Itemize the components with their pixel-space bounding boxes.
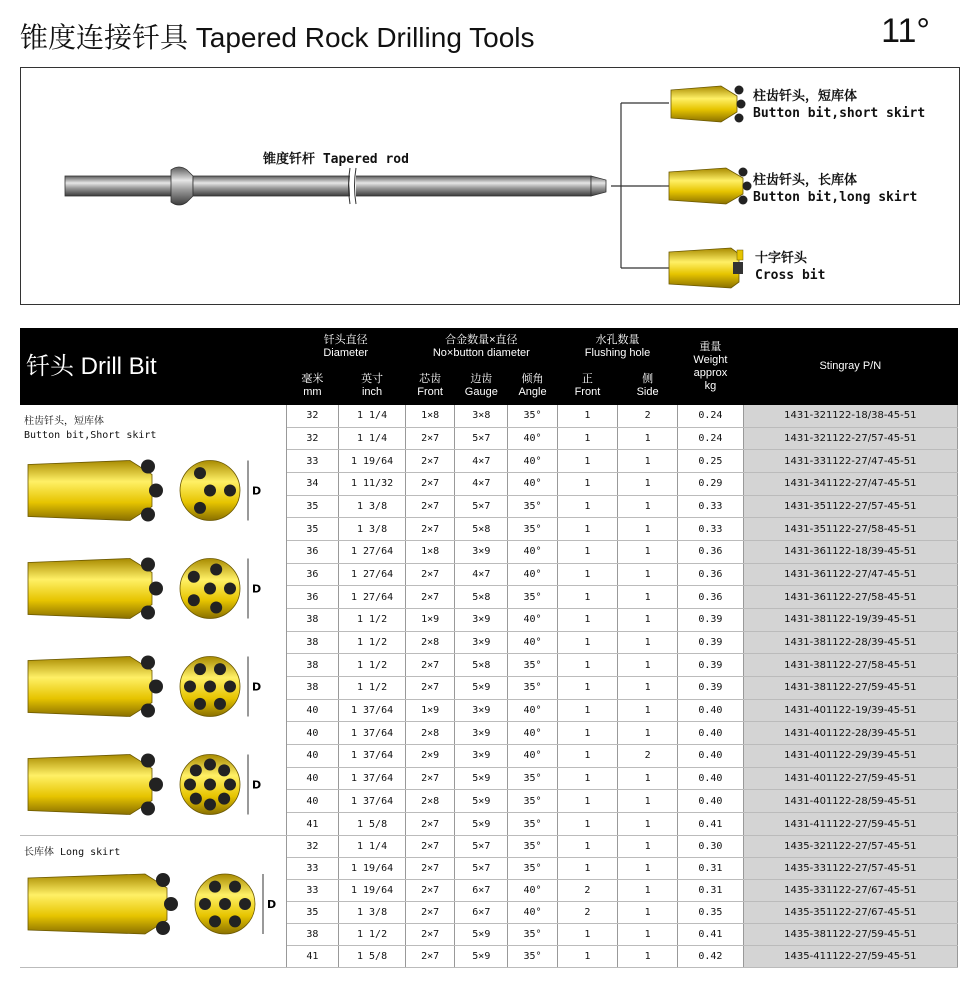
cell-front: 2×7 <box>405 858 455 880</box>
cell-gauge: 5×7 <box>455 858 508 880</box>
cell-inch: 1 3/8 <box>339 518 406 541</box>
short-skirt-bit-en: Button bit,short skirt <box>753 106 926 121</box>
cell-part-number: 1431-351122-27/58-45-51 <box>743 518 957 541</box>
connector-lines <box>611 103 669 268</box>
cell-inch: 1 37/64 <box>339 699 406 722</box>
cross-bit-image <box>669 248 743 288</box>
cell-angle: 35° <box>508 518 558 541</box>
cell-weight: 0.40 <box>678 767 743 790</box>
cell-angle: 35° <box>508 495 558 518</box>
cell-flush-front: 1 <box>557 563 617 586</box>
short-skirt-group-label <box>20 405 286 443</box>
cell-flush-front: 1 <box>557 813 617 836</box>
cell-inch: 1 5/8 <box>339 813 406 836</box>
cell-mm: 34 <box>286 473 339 496</box>
cell-flush-side: 1 <box>618 677 678 700</box>
cell-angle: 40° <box>508 631 558 654</box>
cell-weight: 0.31 <box>678 880 743 902</box>
cell-angle: 35° <box>508 924 558 946</box>
page-title: 锥度连接钎具 Tapered Rock Drilling Tools <box>20 22 535 53</box>
cell-mm: 36 <box>286 541 339 564</box>
cell-front: 2×7 <box>405 924 455 946</box>
cell-front: 2×7 <box>405 880 455 902</box>
cell-angle: 40° <box>508 880 558 902</box>
cell-flush-front: 2 <box>557 880 617 902</box>
cell-part-number: 1431-361122-27/58-45-51 <box>743 586 957 609</box>
svg-text:D: D <box>252 778 262 792</box>
taper-angle: 11° <box>881 12 930 50</box>
svg-text:D: D <box>252 680 262 694</box>
cell-inch: 1 37/64 <box>339 767 406 790</box>
cell-angle: 40° <box>508 745 558 768</box>
cell-weight: 0.41 <box>678 813 743 836</box>
cell-weight: 0.40 <box>678 790 743 813</box>
cell-gauge: 5×8 <box>455 518 508 541</box>
short-skirt-bit-image <box>671 86 746 123</box>
long-skirt-bit-image <box>669 168 752 205</box>
cell-mm: 40 <box>286 699 339 722</box>
cell-inch: 1 1/2 <box>339 677 406 700</box>
cell-flush-front: 1 <box>557 699 617 722</box>
cell-inch: 1 37/64 <box>339 790 406 813</box>
cell-front: 2×7 <box>405 767 455 790</box>
cell-angle: 40° <box>508 699 558 722</box>
cell-part-number: 1431-361122-18/39-45-51 <box>743 541 957 564</box>
cell-weight: 0.30 <box>678 836 743 858</box>
cell-flush-front: 1 <box>557 722 617 745</box>
cell-mm: 35 <box>286 495 339 518</box>
cell-inch: 1 1/4 <box>339 836 406 858</box>
cell-flush-side: 1 <box>618 450 678 473</box>
cell-flush-side: 1 <box>618 924 678 946</box>
cell-front: 2×7 <box>405 902 455 924</box>
cell-front: 2×7 <box>405 450 455 473</box>
cell-gauge: 6×7 <box>455 880 508 902</box>
cell-weight: 0.33 <box>678 518 743 541</box>
cell-mm: 40 <box>286 745 339 768</box>
header-diameter: 钎头直径 Diameter <box>286 328 405 366</box>
cell-inch: 1 3/8 <box>339 902 406 924</box>
cell-weight: 0.36 <box>678 563 743 586</box>
cell-weight: 0.41 <box>678 924 743 946</box>
cell-inch: 1 27/64 <box>339 563 406 586</box>
svg-text:D: D <box>252 484 262 498</box>
cell-inch: 1 1/2 <box>339 654 406 677</box>
cell-part-number: 1431-331122-27/47-45-51 <box>743 450 957 473</box>
cell-part-number: 1431-341122-27/47-45-51 <box>743 473 957 496</box>
long-skirt-bit-label <box>753 172 917 206</box>
cell-gauge: 3×9 <box>455 541 508 564</box>
cell-weight: 0.24 <box>678 427 743 450</box>
cell-front: 2×7 <box>405 677 455 700</box>
cell-inch: 1 27/64 <box>339 541 406 564</box>
cell-part-number: 1431-321122-27/57-45-51 <box>743 427 957 450</box>
cell-flush-side: 1 <box>618 473 678 496</box>
cell-angle: 40° <box>508 902 558 924</box>
cell-front: 1×8 <box>405 405 455 427</box>
cell-flush-front: 1 <box>557 586 617 609</box>
cell-gauge: 3×9 <box>455 631 508 654</box>
cell-inch: 1 1/4 <box>339 405 406 427</box>
cell-part-number: 1431-401122-28/59-45-51 <box>743 790 957 813</box>
cell-weight: 0.24 <box>678 405 743 427</box>
cell-flush-side: 1 <box>618 541 678 564</box>
cell-weight: 0.36 <box>678 541 743 564</box>
cell-mm: 36 <box>286 563 339 586</box>
cell-flush-front: 1 <box>557 767 617 790</box>
bit-illustration <box>20 541 270 636</box>
cell-part-number: 1435-351122-27/67-45-51 <box>743 902 957 924</box>
cell-front: 2×7 <box>405 586 455 609</box>
tool-diagram <box>20 67 960 305</box>
cell-angle: 35° <box>508 858 558 880</box>
cell-part-number: 1435-331122-27/67-45-51 <box>743 880 957 902</box>
cell-flush-front: 1 <box>557 790 617 813</box>
table-row <box>20 405 958 427</box>
cell-weight: 0.39 <box>678 654 743 677</box>
cell-gauge: 3×9 <box>455 745 508 768</box>
cell-weight: 0.29 <box>678 473 743 496</box>
cell-front: 2×7 <box>405 518 455 541</box>
cell-flush-front: 1 <box>557 946 617 968</box>
cell-flush-side: 1 <box>618 563 678 586</box>
cell-mm: 41 <box>286 813 339 836</box>
cell-flush-side: 1 <box>618 722 678 745</box>
cell-flush-front: 1 <box>557 541 617 564</box>
cell-mm: 41 <box>286 946 339 968</box>
cell-gauge: 3×9 <box>455 722 508 745</box>
cell-part-number: 1431-351122-27/57-45-51 <box>743 495 957 518</box>
cell-part-number: 1431-381122-27/59-45-51 <box>743 677 957 700</box>
cell-part-number: 1435-321122-27/57-45-51 <box>743 836 957 858</box>
cell-front: 2×7 <box>405 563 455 586</box>
cell-mm: 32 <box>286 836 339 858</box>
cell-front: 2×8 <box>405 631 455 654</box>
cell-angle: 35° <box>508 654 558 677</box>
cell-flush-side: 1 <box>618 631 678 654</box>
cell-gauge: 5×8 <box>455 586 508 609</box>
long-skirt-bit-en: Button bit,long skirt <box>753 190 918 205</box>
cell-gauge: 5×9 <box>455 924 508 946</box>
cell-part-number: 1431-401122-27/59-45-51 <box>743 767 957 790</box>
cell-front: 2×7 <box>405 813 455 836</box>
cell-flush-side: 1 <box>618 609 678 632</box>
cell-mm: 38 <box>286 924 339 946</box>
cell-angle: 35° <box>508 813 558 836</box>
cross-bit-en: Cross bit <box>755 268 826 283</box>
cell-inch: 1 19/64 <box>339 450 406 473</box>
cell-flush-side: 1 <box>618 946 678 968</box>
header-gauge: 边齿 Gauge <box>455 366 508 405</box>
cell-angle: 35° <box>508 767 558 790</box>
cell-angle: 35° <box>508 677 558 700</box>
cell-flush-side: 2 <box>618 405 678 427</box>
cell-gauge: 5×8 <box>455 654 508 677</box>
cell-part-number: 1431-401122-28/39-45-51 <box>743 722 957 745</box>
cell-front: 2×7 <box>405 495 455 518</box>
cell-part-number: 1431-381122-27/58-45-51 <box>743 654 957 677</box>
cell-gauge: 4×7 <box>455 563 508 586</box>
cell-part-number: 1435-381122-27/59-45-51 <box>743 924 957 946</box>
cell-part-number: 1435-411122-27/59-45-51 <box>743 946 957 968</box>
cell-flush-front: 1 <box>557 858 617 880</box>
cell-front: 2×8 <box>405 722 455 745</box>
cell-flush-front: 1 <box>557 609 617 632</box>
cell-mm: 32 <box>286 405 339 427</box>
cell-front: 1×9 <box>405 699 455 722</box>
cell-angle: 35° <box>508 790 558 813</box>
cell-front: 2×7 <box>405 427 455 450</box>
cell-flush-front: 1 <box>557 450 617 473</box>
cell-flush-front: 1 <box>557 677 617 700</box>
cell-angle: 40° <box>508 609 558 632</box>
cell-mm: 36 <box>286 586 339 609</box>
header-flush-side: 侧 Side <box>618 366 678 405</box>
cell-flush-side: 1 <box>618 586 678 609</box>
cell-weight: 0.39 <box>678 677 743 700</box>
bit-illustration <box>20 443 270 538</box>
table-title: 钎头 Drill Bit <box>20 328 286 405</box>
cell-part-number: 1431-411122-27/59-45-51 <box>743 813 957 836</box>
bit-illustration <box>20 639 270 734</box>
cell-weight: 0.33 <box>678 495 743 518</box>
cell-flush-front: 1 <box>557 473 617 496</box>
cell-angle: 35° <box>508 946 558 968</box>
cell-inch: 1 37/64 <box>339 745 406 768</box>
cell-angle: 40° <box>508 473 558 496</box>
cell-flush-side: 1 <box>618 767 678 790</box>
header-weight: 重量 Weight approx kg <box>678 328 743 405</box>
cell-flush-front: 1 <box>557 405 617 427</box>
cell-inch: 1 5/8 <box>339 946 406 968</box>
cell-front: 2×7 <box>405 836 455 858</box>
header-mm: 毫米 mm <box>286 366 339 405</box>
cell-front: 2×7 <box>405 654 455 677</box>
cell-flush-front: 1 <box>557 924 617 946</box>
cell-angle: 35° <box>508 836 558 858</box>
cell-front: 1×8 <box>405 541 455 564</box>
cell-flush-front: 2 <box>557 902 617 924</box>
short-skirt-rows <box>20 405 958 836</box>
cell-mm: 33 <box>286 880 339 902</box>
short-skirt-bit-label <box>753 88 925 122</box>
long-skirt-bit-cn: 柱齿钎头，长库体 <box>753 173 858 188</box>
svg-text:D: D <box>252 582 262 596</box>
cell-flush-side: 1 <box>618 858 678 880</box>
short-skirt-label-cn: 柱齿钎头，短库体 <box>24 416 104 427</box>
cell-weight: 0.40 <box>678 699 743 722</box>
header-buttons: 合金数量×直径 No×button diameter <box>405 328 557 366</box>
cell-flush-side: 1 <box>618 427 678 450</box>
cell-inch: 1 37/64 <box>339 722 406 745</box>
cell-flush-side: 1 <box>618 699 678 722</box>
cell-flush-front: 1 <box>557 427 617 450</box>
cell-weight: 0.35 <box>678 902 743 924</box>
long-skirt-rows <box>20 836 958 968</box>
cell-front: 2×7 <box>405 473 455 496</box>
cell-inch: 1 1/2 <box>339 924 406 946</box>
header-front: 芯齿 Front <box>405 366 455 405</box>
long-skirt-group-label <box>20 836 286 860</box>
cell-gauge: 4×7 <box>455 473 508 496</box>
cell-flush-side: 1 <box>618 654 678 677</box>
cell-part-number: 1431-361122-27/47-45-51 <box>743 563 957 586</box>
table-row <box>20 836 958 858</box>
cell-gauge: 5×9 <box>455 946 508 968</box>
cell-weight: 0.36 <box>678 586 743 609</box>
cell-gauge: 5×9 <box>455 790 508 813</box>
header-flushing: 水孔数量 Flushing hole <box>557 328 677 366</box>
long-skirt-label: 长库体 Long skirt <box>24 847 121 858</box>
cell-mm: 38 <box>286 677 339 700</box>
cell-gauge: 5×7 <box>455 495 508 518</box>
cell-gauge: 6×7 <box>455 902 508 924</box>
cell-angle: 40° <box>508 427 558 450</box>
cell-part-number: 1435-331122-27/57-45-51 <box>743 858 957 880</box>
cell-gauge: 5×7 <box>455 427 508 450</box>
bit-illustration <box>20 860 277 948</box>
cell-angle: 35° <box>508 586 558 609</box>
cell-weight: 0.42 <box>678 946 743 968</box>
cell-flush-front: 1 <box>557 518 617 541</box>
cell-flush-front: 1 <box>557 654 617 677</box>
cell-mm: 35 <box>286 518 339 541</box>
cell-weight: 0.40 <box>678 722 743 745</box>
bit-group-cell <box>20 836 286 968</box>
cell-flush-side: 1 <box>618 836 678 858</box>
cell-mm: 38 <box>286 609 339 632</box>
svg-text:D: D <box>267 898 277 911</box>
cell-angle: 40° <box>508 541 558 564</box>
cell-weight: 0.31 <box>678 858 743 880</box>
cell-mm: 33 <box>286 450 339 473</box>
cell-inch: 1 19/64 <box>339 880 406 902</box>
cell-part-number: 1431-401122-19/39-45-51 <box>743 699 957 722</box>
cell-mm: 35 <box>286 902 339 924</box>
cell-angle: 35° <box>508 405 558 427</box>
cell-front: 2×8 <box>405 790 455 813</box>
cell-front: 2×9 <box>405 745 455 768</box>
header-angle: 倾角 Angle <box>508 366 558 405</box>
short-skirt-bit-cn: 柱齿钎头，短库体 <box>753 89 858 104</box>
drill-bit-spec-table <box>20 328 958 968</box>
header-flush-front: 正 Front <box>557 366 617 405</box>
cell-inch: 1 27/64 <box>339 586 406 609</box>
tapered-rod <box>65 167 606 205</box>
cell-part-number: 1431-401122-29/39-45-51 <box>743 745 957 768</box>
cell-angle: 40° <box>508 722 558 745</box>
cell-inch: 1 3/8 <box>339 495 406 518</box>
cell-inch: 1 19/64 <box>339 858 406 880</box>
header-part-number: Stingray P/N <box>743 328 957 405</box>
cell-mm: 38 <box>286 654 339 677</box>
bit-illustration <box>20 737 270 832</box>
cell-gauge: 4×7 <box>455 450 508 473</box>
cross-bit-cn: 十字钎头 <box>755 251 808 266</box>
cell-mm: 33 <box>286 858 339 880</box>
cell-angle: 40° <box>508 563 558 586</box>
cell-part-number: 1431-381122-19/39-45-51 <box>743 609 957 632</box>
cell-weight: 0.39 <box>678 631 743 654</box>
cell-gauge: 5×9 <box>455 677 508 700</box>
cell-inch: 1 1/2 <box>339 631 406 654</box>
cell-front: 1×9 <box>405 609 455 632</box>
cell-flush-front: 1 <box>557 495 617 518</box>
cell-flush-side: 1 <box>618 902 678 924</box>
cell-flush-front: 1 <box>557 836 617 858</box>
cell-flush-side: 1 <box>618 790 678 813</box>
cell-gauge: 3×9 <box>455 699 508 722</box>
cell-gauge: 5×9 <box>455 767 508 790</box>
cell-mm: 38 <box>286 631 339 654</box>
cell-part-number: 1431-381122-28/39-45-51 <box>743 631 957 654</box>
cell-weight: 0.40 <box>678 745 743 768</box>
cell-gauge: 3×8 <box>455 405 508 427</box>
cell-mm: 40 <box>286 722 339 745</box>
header-inch: 英寸 inch <box>339 366 406 405</box>
cell-flush-side: 2 <box>618 745 678 768</box>
cell-flush-side: 1 <box>618 518 678 541</box>
cell-gauge: 5×7 <box>455 836 508 858</box>
cell-inch: 1 1/4 <box>339 427 406 450</box>
cell-flush-front: 1 <box>557 745 617 768</box>
cell-front: 2×7 <box>405 946 455 968</box>
cell-weight: 0.25 <box>678 450 743 473</box>
cell-mm: 32 <box>286 427 339 450</box>
cell-mm: 40 <box>286 767 339 790</box>
bit-group-cell <box>20 405 286 836</box>
cross-bit-label <box>755 250 825 284</box>
cell-flush-side: 1 <box>618 813 678 836</box>
cell-part-number: 1431-321122-18/38-45-51 <box>743 405 957 427</box>
cell-flush-side: 1 <box>618 495 678 518</box>
cell-flush-side: 1 <box>618 880 678 902</box>
short-skirt-label-en: Button bit,Short skirt <box>24 430 157 441</box>
cell-gauge: 3×9 <box>455 609 508 632</box>
cell-angle: 40° <box>508 450 558 473</box>
tapered-rod-label: 锥度钎杆 Tapered rod <box>263 152 409 167</box>
cell-inch: 1 11/32 <box>339 473 406 496</box>
cell-inch: 1 1/2 <box>339 609 406 632</box>
cell-weight: 0.39 <box>678 609 743 632</box>
cell-gauge: 5×9 <box>455 813 508 836</box>
cell-flush-front: 1 <box>557 631 617 654</box>
cell-mm: 40 <box>286 790 339 813</box>
